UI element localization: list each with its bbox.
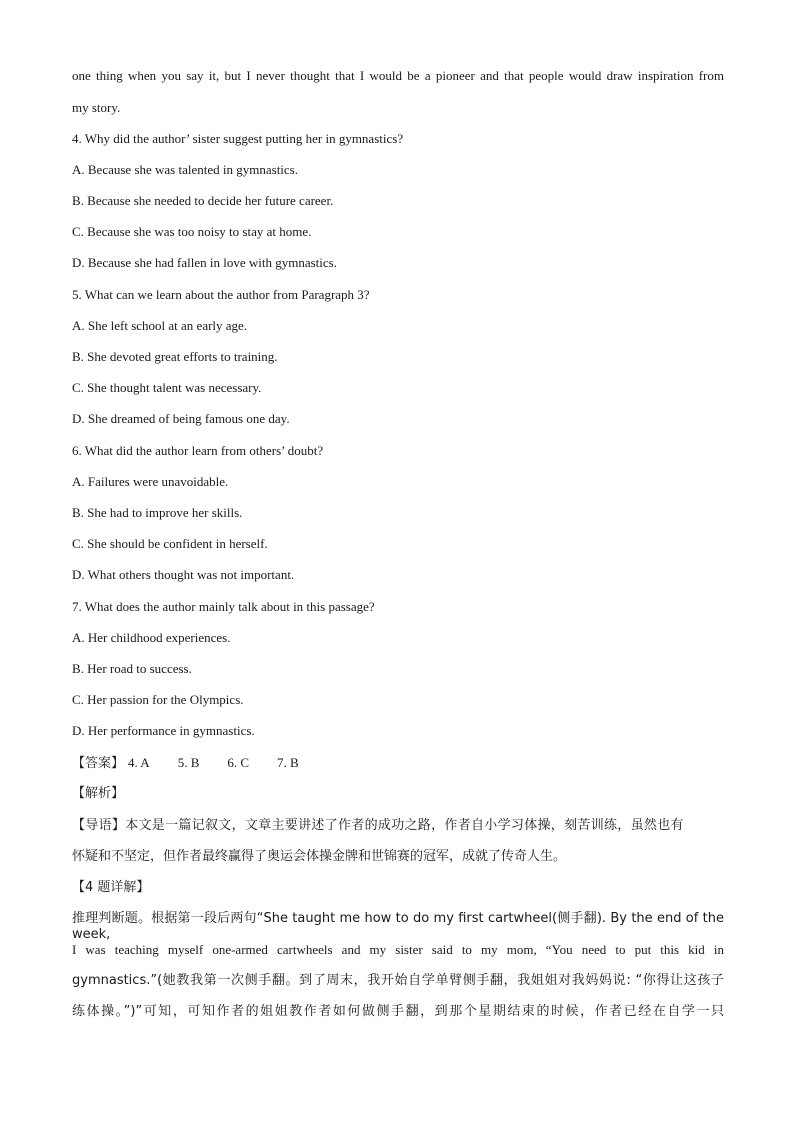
question-option: B. She had to improve her skills.: [72, 505, 243, 520]
question-option: B. Because she needed to decide her future career.: [72, 193, 334, 208]
question-option: C. Her passion for the Olympics.: [72, 692, 244, 707]
answer-item: 6. C: [227, 755, 250, 770]
intro-line: 【导语】本文是一篇记叙文，文章主要讲述了作者的成功之路，作者自小学习体操，刻苦训练，虽然也有: [72, 818, 684, 833]
detail-line: 练体操。”)”可知，可知作者的姐姐教作者如何做侧手翻，到那个星期结束的时候，作者已经在自学一只: [72, 1004, 724, 1019]
question-option: A. Failures were unavoidable.: [72, 474, 229, 489]
question-option: B. Her road to success.: [72, 661, 192, 676]
question-option: D. Because she had fallen in love with gymnastics.: [72, 255, 337, 270]
detail-label: 【4 题详解】: [72, 880, 150, 895]
question-option: D. What others thought was not important.: [72, 567, 295, 582]
question-option: A. Her childhood experiences.: [72, 630, 231, 645]
answer-label: 【答案】: [72, 756, 125, 771]
detail-line: I was teaching myself one-armed cartwheels and my sister said to my mom, “You need to put this kid in: [72, 942, 724, 957]
question-option: C. She should be confident in herself.: [72, 536, 268, 551]
analysis-label: 【解析】: [72, 786, 125, 801]
question-option: C. Because she was too noisy to stay at home.: [72, 224, 312, 239]
question-option: B. She devoted great efforts to training.: [72, 349, 278, 364]
question-option: A. Because she was talented in gymnastics.: [72, 162, 298, 177]
question-option: D. Her performance in gymnastics.: [72, 723, 255, 738]
passage-line: my story.: [72, 100, 121, 115]
answer-line: [72, 755, 724, 772]
intro-line: 怀疑和不坚定，但作者最终赢得了奥运会体操金牌和世锦赛的冠军，成就了传奇人生。: [72, 849, 567, 864]
answer-item: 5. B: [177, 755, 200, 770]
question-option: D. She dreamed of being famous one day.: [72, 411, 290, 426]
question-option: A. She left school at an early age.: [72, 318, 248, 333]
passage-line: one thing when you say it, but I never thought that I would be a pioneer and that people would draw inspiration from: [72, 68, 724, 83]
question-stem: 6. What did the author learn from others’ doubt?: [72, 443, 324, 458]
answer-item: 7. B: [277, 755, 299, 770]
detail-line: gymnastics.”(她教我第一次侧手翻。到了周末，我开始自学单臂侧手翻，我姐姐对我妈妈说: “你得让这孩子: [72, 973, 724, 988]
question-stem: 5. What can we learn about the author from Paragraph 3?: [72, 287, 370, 302]
question-stem: 7. What does the author mainly talk about in this passage?: [72, 599, 375, 614]
question-stem: 4. Why did the author’ sister suggest putting her in gymnastics?: [72, 131, 404, 146]
question-option: C. She thought talent was necessary.: [72, 380, 262, 395]
detail-line: 推理判断题。根据第一段后两句“She taught me how to do my first cartwheel(侧手翻). By the end of the week,: [72, 911, 724, 942]
answer-item: 4. A: [128, 755, 150, 770]
